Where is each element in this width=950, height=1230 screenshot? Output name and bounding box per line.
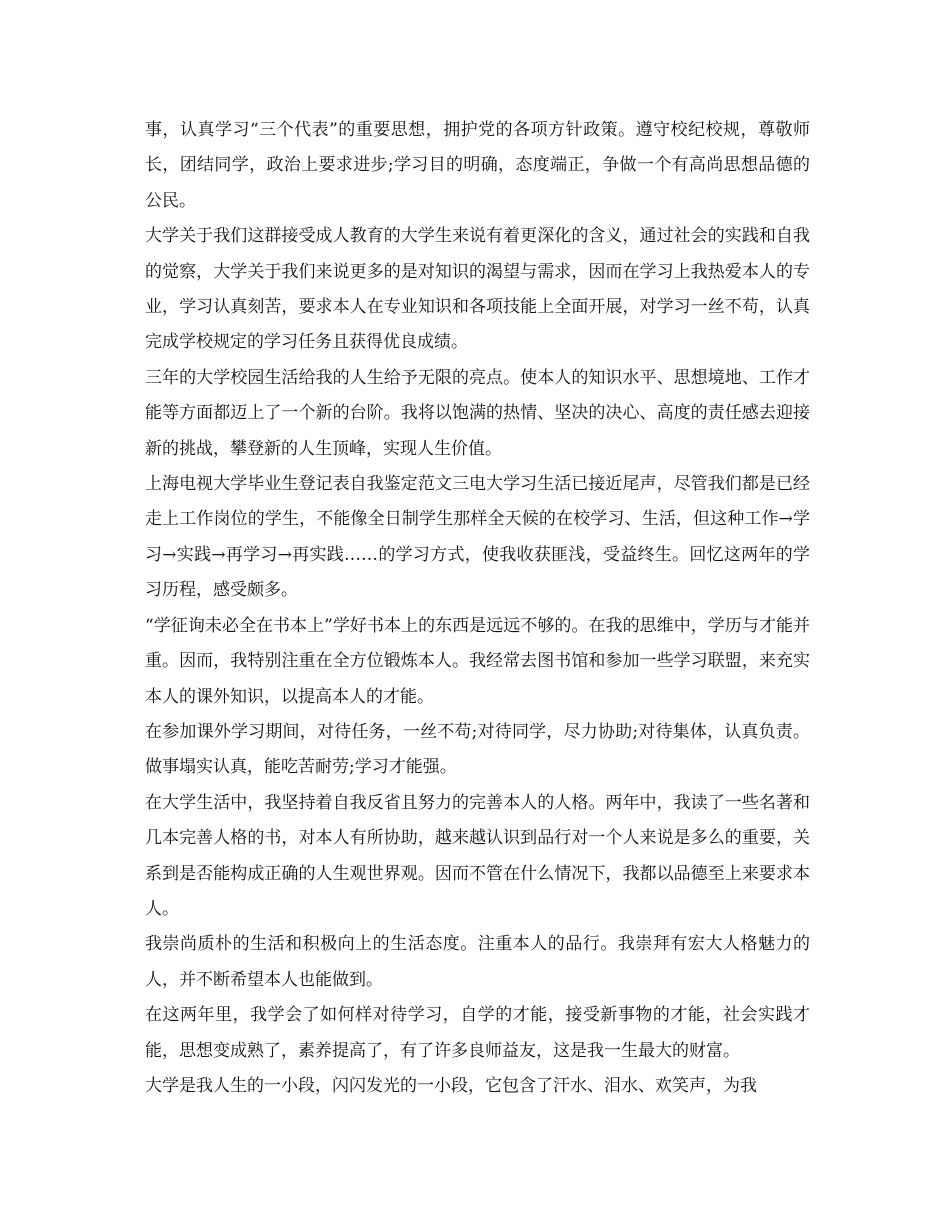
- paragraph-4: 上海电视大学毕业生登记表自我鉴定范文三电大学习生活已接近尾声，尽管我们都是已经走上工作岗位的学生，不能像全日制学生那样全天候的在校学习、生活，但这种工作→学习→实践→再学习→再实践……的学习方式，使我收获匪浅，受益终生。回忆这两年的学习历程，感受颇多。: [145, 474, 810, 601]
- paragraph-8: 我崇尚质朴的生活和积极向上的生活态度。注重本人的品行。我崇拜有宏大人格魅力的人，并不断希望本人也能做到。: [145, 934, 810, 990]
- paragraph-2: 大学关于我们这群接受成人教育的大学生来说有着更深化的含义，通过社会的实践和自我的觉察，大学关于我们来说更多的是对知识的渴望与需求，因而在学习上我热爱本人的专业，学习认真刻苦，要求本人在专业知识和各项技能上全面开展，对学习一丝不苟，认真完成学校规定的学习任务且获得优良成绩。: [145, 226, 810, 353]
- paragraph-10: 大学是我人生的一小段，闪闪发光的一小段，它包含了汗水、泪水、欢笑声，为我: [145, 1075, 757, 1096]
- paragraph-6: 在参加课外学习期间，对待任务，一丝不苟;对待同学，尽力协助;对待集体，认真负责。做事塌实认真，能吃苦耐劳;学习才能强。: [145, 721, 810, 778]
- paragraph-7: 在大学生活中，我坚持着自我反省且努力的完善本人的人格。两年中，我读了一些名著和几本完善人格的书，对本人有所协助，越来越认识到品行对一个人来说是多么的重要，关系到是否能构成正确的人生观世界观。因而不管在什么情况下，我都以品德至上来要求本人。: [145, 792, 810, 919]
- paragraph-1: 事，认真学习“三个代表”的重要思想，拥护党的各项方针政策。遵守校纪校规，尊敬师长，团结同学，政治上要求进步;学习目的明确，态度端正，争做一个有高尚思想品德的公民。: [145, 120, 810, 211]
- document-body: [145, 113, 810, 1104]
- paragraph-9: 在这两年里，我学会了如何样对待学习，自学的才能，接受新事物的才能，社会实践才能，思想变成熟了，素养提高了，有了许多良师益友，这是我一生最大的财富。: [145, 1005, 810, 1061]
- paragraph-5: “学征询未必全在书本上”学好书本上的东西是远远不够的。在我的思维中，学历与才能并重。因而，我特别注重在全方位锻炼本人。我经常去图书馆和参加一些学习联盟，来充实本人的课外知识，以提高本人的才能。: [145, 615, 810, 707]
- paragraph-3: 三年的大学校园生活给我的人生给予无限的亮点。使本人的知识水平、思想境地、工作才能等方面都迈上了一个新的台阶。我将以饱满的热情、坚决的决心、高度的责任感去迎接新的挑战，攀登新的人生顶峰，实现人生价值。: [145, 367, 810, 459]
